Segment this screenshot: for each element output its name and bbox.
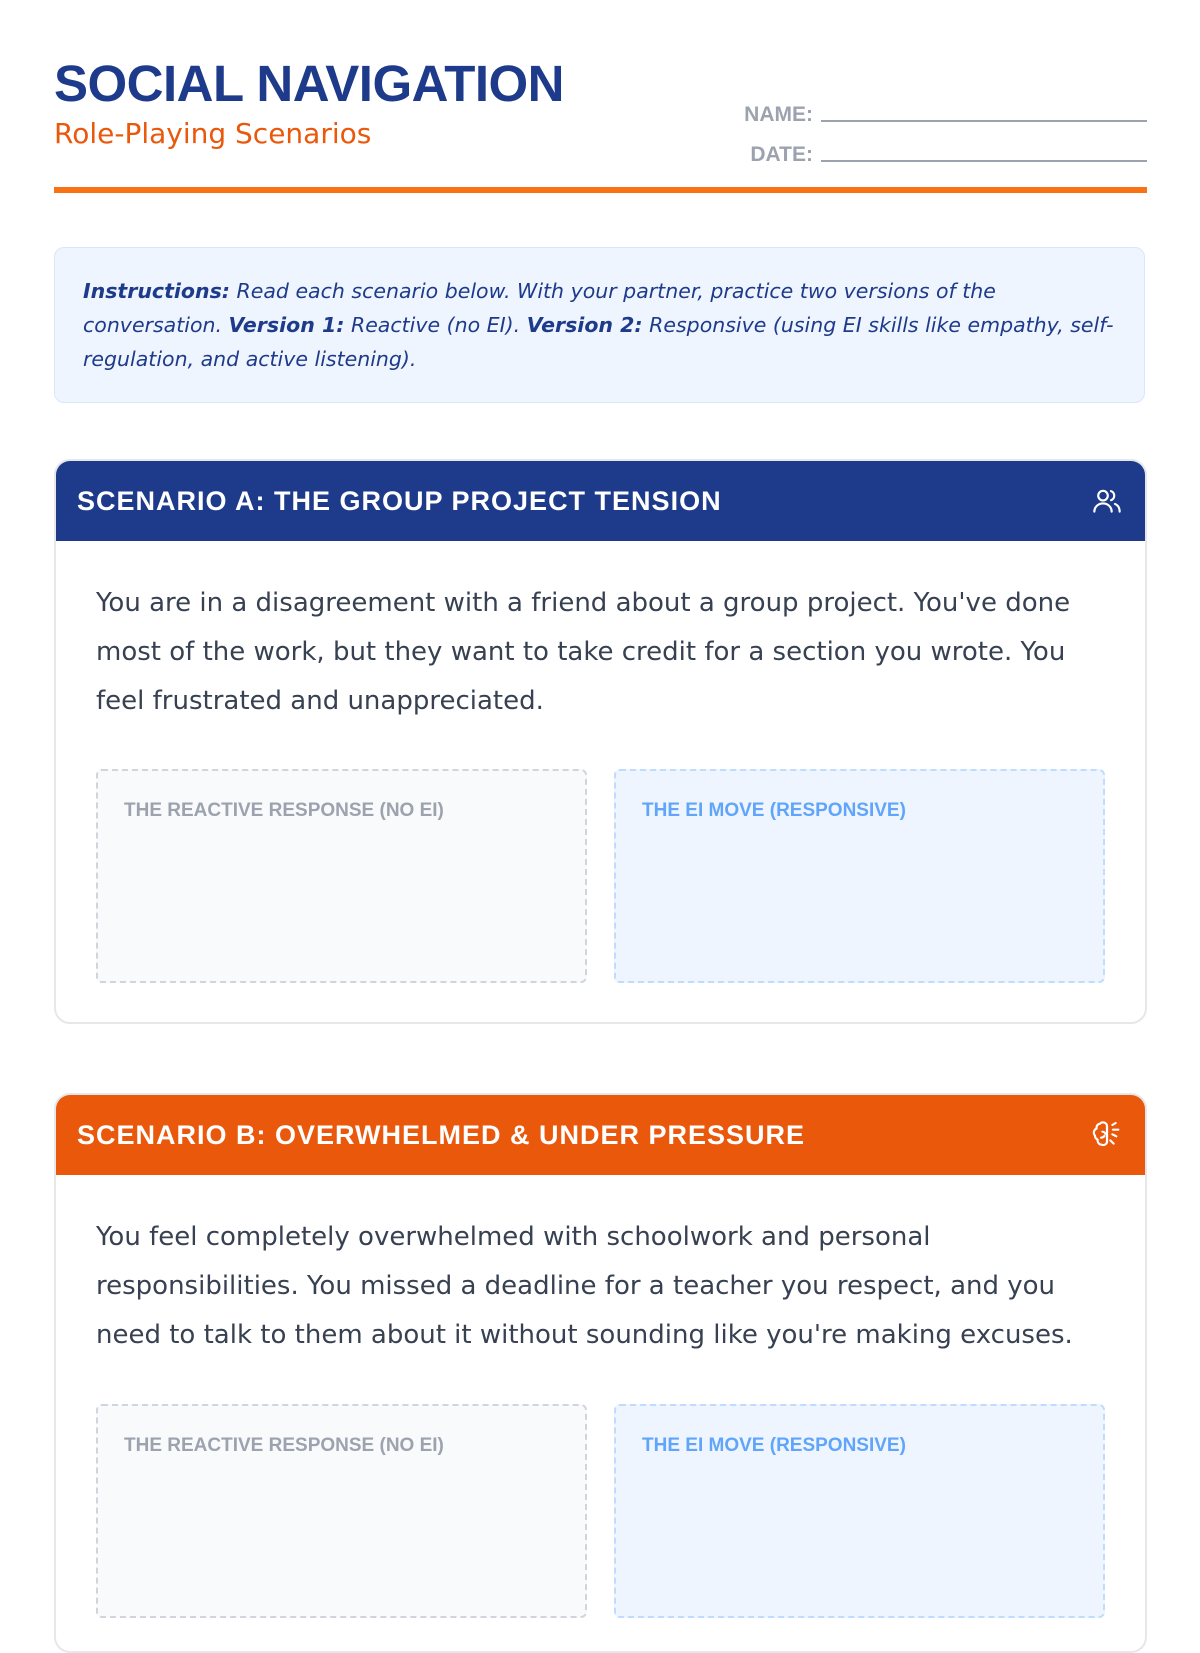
instructions-text-1: Read each scenario below. With your partner, practice two versions of the conversation. [83, 279, 996, 337]
ei-move-label: THE EI MOVE (RESPONSIVE) [642, 800, 906, 821]
scenario-a-description: You are in a disagreement with a friend about a group project. You've done most of the work, but they want to take credit for a section you wrote. You feel frustrated and unappreciated. [96, 588, 1071, 716]
ei-move-box[interactable] [614, 1404, 1105, 1618]
name-line[interactable] [821, 100, 1147, 122]
header-divider [54, 187, 1147, 193]
version-2-label: Version 2: [526, 313, 643, 337]
instructions-lead: Instructions: [83, 279, 230, 303]
name-field-row [727, 88, 1147, 128]
worksheet-page [54, 0, 1147, 1456]
brain-icon [1091, 1119, 1123, 1151]
reactive-response-box[interactable] [96, 769, 587, 983]
scenario-b-header [56, 1095, 1145, 1175]
reactive-response-box[interactable] [96, 1404, 587, 1618]
scenario-b-response-boxes [96, 1404, 1105, 1618]
page-subtitle: Role-Playing Scenarios [54, 117, 372, 150]
instructions-box [54, 247, 1145, 403]
scenario-b-title: SCENARIO B: OVERWHELMED & UNDER PRESSURE [77, 1119, 806, 1150]
name-date-fields [727, 88, 1147, 168]
ei-move-box[interactable] [614, 769, 1105, 983]
scenario-a-header [56, 461, 1145, 541]
date-field-row [727, 128, 1147, 168]
instructions-text [83, 274, 1116, 376]
scenario-b-body [56, 1175, 1145, 1360]
worksheet-header [54, 0, 1147, 193]
scenario-b-description: You feel completely overwhelmed with schoolwork and personal responsibilities. You missed a deadline for a teacher you respect, and you need to talk to them about it without sounding like you're making excuses. [96, 1222, 1073, 1350]
instructions-text-2: Reactive (no EI). [344, 313, 527, 337]
scenario-card-b [54, 1093, 1147, 1653]
scenario-a-body [56, 541, 1145, 726]
scenario-card-a [54, 459, 1147, 1024]
reactive-response-label: THE REACTIVE RESPONSE (NO EI) [124, 800, 444, 821]
ei-move-label: THE EI MOVE (RESPONSIVE) [642, 1435, 906, 1456]
date-line[interactable] [821, 140, 1147, 162]
date-label: DATE: [750, 143, 813, 166]
page-title: SOCIAL NAVIGATION [54, 55, 565, 112]
users-icon [1091, 485, 1123, 517]
name-label: NAME: [744, 103, 813, 126]
instructions-text-3: Responsive (using EI skills like empathy, self-regulation, and active listening). [83, 313, 1114, 371]
scenario-a-response-boxes [96, 769, 1105, 983]
reactive-response-label: THE REACTIVE RESPONSE (NO EI) [124, 1435, 444, 1456]
version-1-label: Version 1: [228, 313, 345, 337]
scenario-a-title: SCENARIO A: THE GROUP PROJECT TENSION [77, 485, 722, 516]
